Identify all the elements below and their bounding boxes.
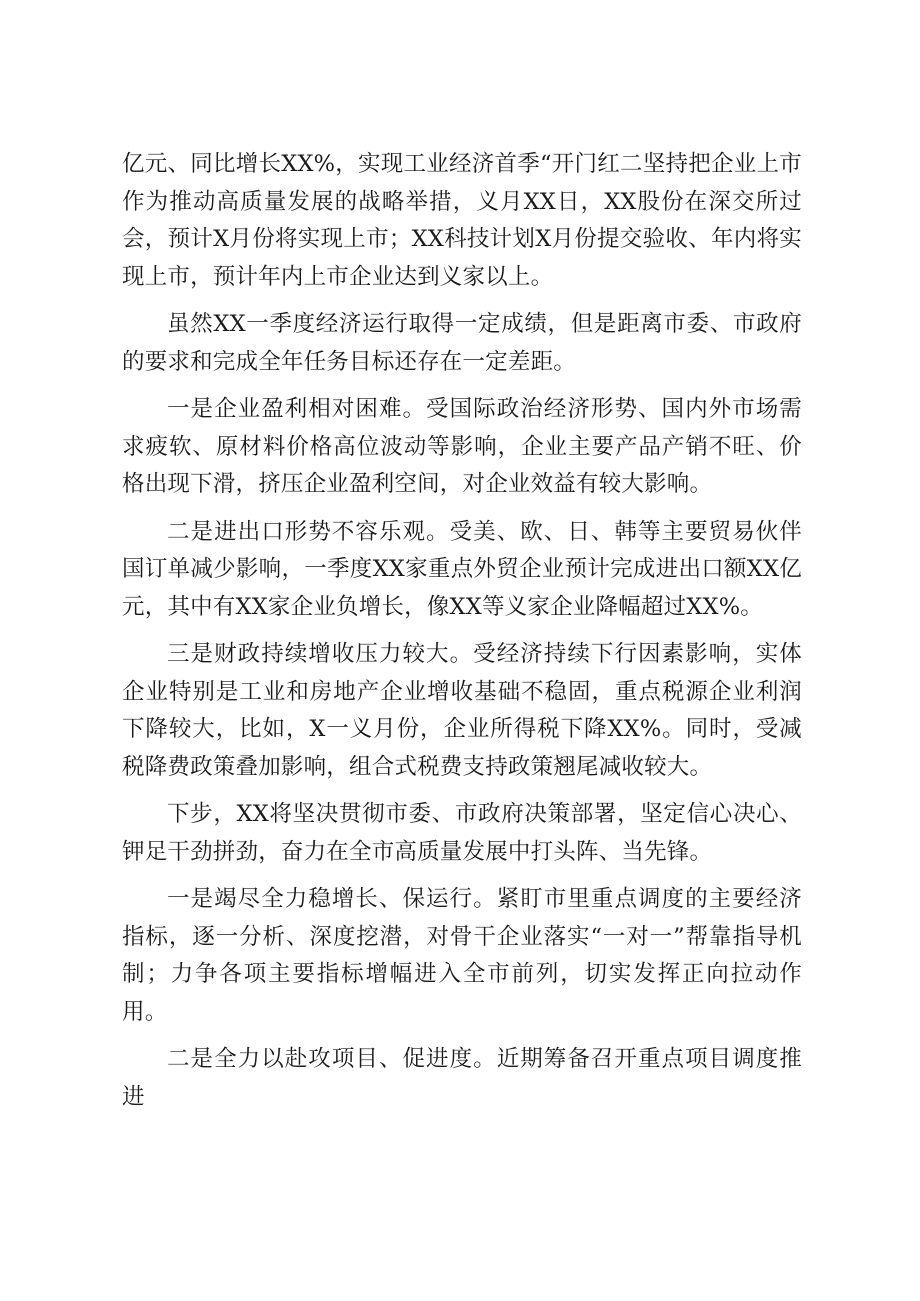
paragraph-4: 二是进出口形势不容乐观。受美、欧、日、韩等主要贸易伙伴国订单减少影响，一季度XX家重点外贸企业预计完成进出口额XX亿元，其中有XX家企业负增长，像XX等义家企业降幅超过XX%。 [122, 518, 802, 620]
paragraph-6: 下步，XX将坚决贯彻市委、市政府决策部署，坚定信心决心、钾足干劲拼劲，奋力在全市高质量发展中打头阵、当先锋。 [122, 801, 802, 865]
body-text [122, 146, 802, 1116]
paragraph-1-continued: 亿元、同比增长XX%，实现工业经济首季“开门红二坚持把企业上市作为推动高质量发展的战略举措，义月XX日，XX股份在深交所过会，预计X月份将实现上市；XX科技计划X月份提交验收、年内将实现上市，预计年内上市企业达到义家以上。 [122, 151, 802, 290]
paragraph-7: 一是竭尽全力稳增长、保运行。紧盯市里重点调度的主要经济指标，逐一分析、深度挖潜，对骨干企业落实“一对一”帮靠指导机制；力争各项主要指标增幅进入全市前列，切实发挥正向拉动作用。 [122, 886, 802, 1025]
paragraph-3: 一是企业盈利相对困难。受国际政治经济形势、国内外市场需求疲软、原材料价格高位波动等影响，企业主要产品产销不旺、价格出现下滑，挤压企业盈利空间，对企业效益有较大影响。 [122, 396, 802, 497]
paragraph-5: 三是财政持续增收压力较大。受经济持续下行因素影响，实体企业特别是工业和房地产企业增收基础不稳固，重点税源企业利润下降较大，比如，X一义月份，企业所得税下降XX%。同时，受减税降费政策叠加影响，组合式税费支持政策翘尾减收较大。 [122, 641, 802, 780]
paragraph-8: 二是全力以赴攻项目、促进度。近期筹备召开重点项目调度推进 [122, 1046, 802, 1110]
paragraph-2: 虽然XX一季度经济运行取得一定成绩，但是距离市委、市政府的要求和完成全年任务目标还存在一定差距。 [122, 311, 802, 375]
